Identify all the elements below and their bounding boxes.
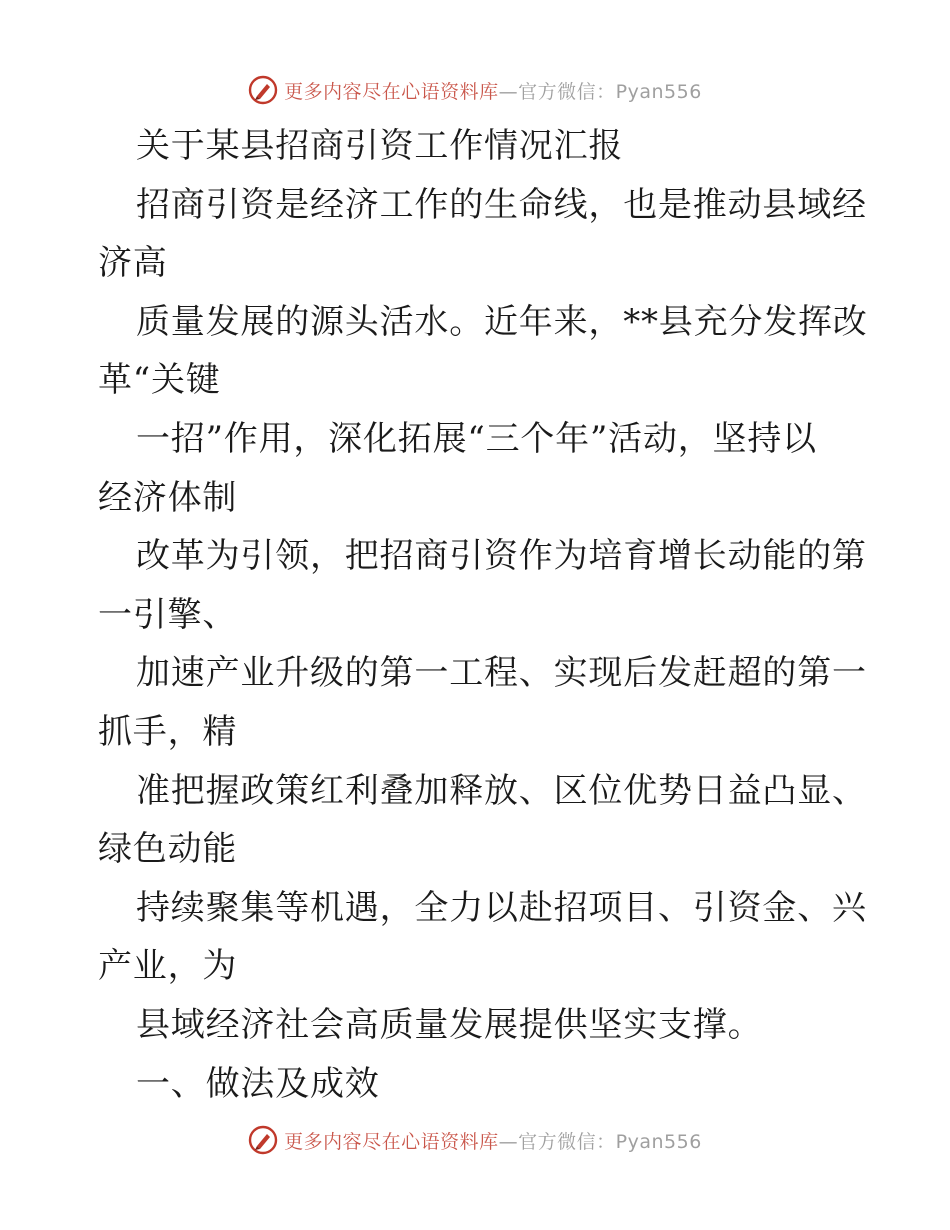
text-line: 准把握政策红利叠加释放、区位优势日益凸显、 (136, 770, 867, 811)
text-line: 一招”作用，深化拓展“三个年”活动，坚持以 (136, 418, 817, 459)
watermark-text: 更多内容尽在心语资料库 (284, 80, 499, 103)
watermark-sub: 官方微信：Pyan556 (518, 80, 702, 103)
text-line: 济高 (98, 243, 168, 284)
pen-logo-icon (248, 75, 278, 105)
text-line: 招商引资是经济工作的生命线，也是推动县域经 (136, 184, 867, 225)
document-body (98, 117, 868, 1113)
watermark-text: 更多内容尽在心语资料库 (284, 1130, 499, 1153)
text-line: 绿色动能 (98, 829, 238, 870)
section-heading: 一、做法及成效 (136, 1063, 380, 1104)
watermark-separator: — (498, 80, 519, 103)
pen-logo-icon (248, 1125, 278, 1155)
text-line: 改革为引领，把招商引资作为培育增长动能的第 (136, 536, 867, 577)
text-line: 持续聚集等机遇，全力以赴招项目、引资金、兴 (136, 887, 867, 928)
footer-watermark (0, 1120, 950, 1160)
text-line: 产业，为 (98, 946, 238, 987)
text-line: 抓手，精 (98, 711, 238, 752)
watermark-separator: — (498, 1130, 519, 1153)
text-line: 经济体制 (98, 477, 238, 518)
text-line: 质量发展的源头活水。近年来，**县充分发挥改 (136, 301, 868, 342)
document-title: 关于某县招商引资工作情况汇报 (136, 126, 624, 166)
text-line: 县域经济社会高质量发展提供坚实支撑。 (136, 1004, 763, 1045)
watermark-sub: 官方微信：Pyan556 (518, 1130, 702, 1153)
text-line: 一引擎、 (98, 594, 238, 635)
text-line: 革“关键 (98, 360, 221, 401)
header-watermark (0, 70, 950, 110)
text-line: 加速产业升级的第一工程、实现后发赶超的第一 (136, 653, 867, 694)
